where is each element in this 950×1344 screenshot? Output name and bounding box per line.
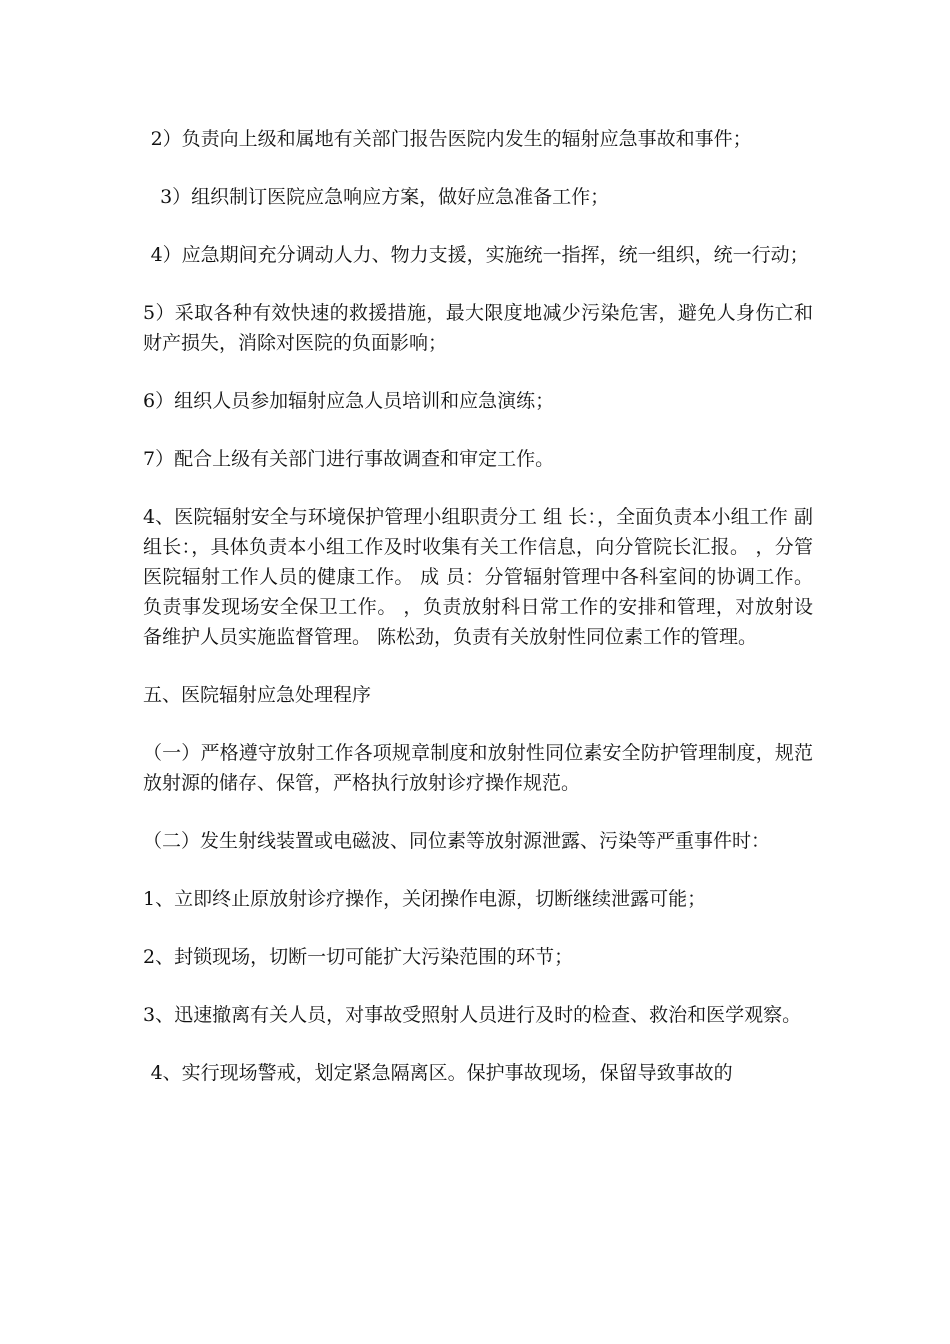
paragraph-duty-5: 5）采取各种有效快速的救援措施，最大限度地减少污染危害，避免人身伤亡和财产损失，消除对医院的负面影响； bbox=[143, 302, 813, 354]
paragraph-duty-7: 7）配合上级有关部门进行事故调查和审定工作。 bbox=[143, 448, 555, 470]
section-heading-procedure: 五、医院辐射应急处理程序 bbox=[143, 684, 372, 706]
document-body bbox=[143, 124, 813, 1116]
paragraph-step-4: 4、实行现场警戒，划定紧急隔离区。保护事故现场，保留导致事故的 bbox=[150, 1062, 733, 1084]
paragraph-duty-3: 3）组织制订医院应急响应方案，做好应急准备工作； bbox=[160, 186, 610, 208]
paragraph-step-3: 3、迅速撤离有关人员，对事故受照射人员进行及时的检查、救治和医学观察。 bbox=[143, 1004, 802, 1026]
paragraph-duty-6: 6）组织人员参加辐射应急人员培训和应急演练； bbox=[143, 390, 555, 412]
paragraph-step-1: 1、立即终止原放射诊疗操作，关闭操作电源，切断继续泄露可能； bbox=[143, 888, 707, 910]
paragraph-procedure-1: （一）严格遵守放射工作各项规章制度和放射性同位素安全防护管理制度，规范放射源的储存、保管，严格执行放射诊疗操作规范。 bbox=[143, 742, 813, 794]
paragraph-group-responsibilities: 4、医院辐射安全与环境保护管理小组职责分工 组 长：，全面负责本小组工作 副组长：，具体负责本小组工作及时收集有关工作信息，向分管院长汇报。 ，分管医院辐射工作人员的健康工作。 成 员：分管辐射管理中各科室间的协调工作。 负责事发现场安全保卫工作。 ，负责放射科日常工作的安排和管理，对放射设备维护人员实施监督管理。 陈松劲，负责有关放射性同位素工作的管理。 bbox=[143, 506, 813, 648]
paragraph-step-2: 2、封锁现场，切断一切可能扩大污染范围的环节； bbox=[143, 946, 574, 968]
paragraph-duty-4: 4）应急期间充分调动人力、物力支援，实施统一指挥，统一组织，统一行动； bbox=[150, 244, 809, 266]
paragraph-procedure-2: （二）发生射线装置或电磁波、同位素等放射源泄露、污染等严重事件时： bbox=[143, 830, 771, 852]
paragraph-duty-2: 2）负责向上级和属地有关部门报告医院内发生的辐射应急事故和事件； bbox=[150, 128, 752, 150]
